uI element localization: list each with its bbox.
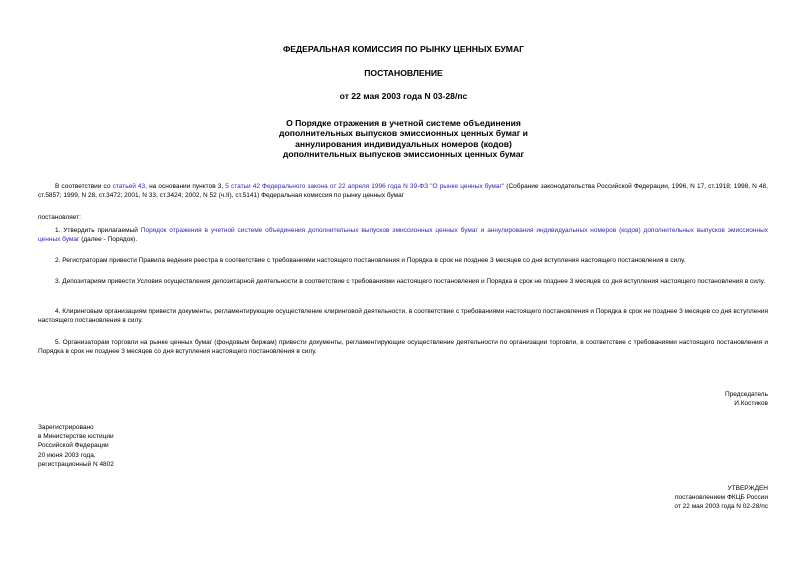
link-article-43[interactable]: статьей 43 bbox=[112, 183, 146, 190]
item-text: 2. Регистраторам привести Правила ведения реестра в соответствие с требованиями настоящего постановления и Порядка в срок не позднее 3 месяцев со дня вступления настоящего постановления в силу. bbox=[55, 257, 686, 264]
registration-note bbox=[38, 423, 114, 469]
registration-line: Зарегистрировано bbox=[38, 424, 94, 431]
preamble-text: В соответствии со bbox=[55, 183, 113, 190]
signature-role: Председатель bbox=[724, 391, 768, 398]
registration-line: 20 июня 2003 года, bbox=[38, 451, 96, 459]
link-federal-law-39fz[interactable]: 5 статьи 42 Федерального закона от 22 апреля 1996 года N 39-ФЗ "О рынке ценных бумаг" bbox=[225, 183, 505, 190]
document-title bbox=[0, 118, 807, 160]
approval-line: от 22 мая 2003 года N 02-28/пс bbox=[674, 503, 768, 511]
item-2-paragraph bbox=[38, 256, 768, 265]
registration-line: Российской Федерации bbox=[38, 442, 109, 450]
document-date-number: от 22 мая 2003 года N 03-28/пс bbox=[339, 91, 468, 101]
item-4-paragraph bbox=[38, 307, 768, 325]
preamble-text: (Собрание законодательства Российской Федерации, 1996, N 17, ст.1918; 1998, N 48, ст.5857; 1999, N 28, ст.3472; 2001, N 33, ст.3424; 2002, N 52 (ч.II), ст.5141) Федеральная комиссия по рынку ценных бумаг bbox=[38, 183, 768, 200]
title-line: аннулирования индивидуальных номеров (кодов) bbox=[295, 138, 512, 149]
item-text: 1. Утвердить прилагаемый bbox=[55, 227, 141, 234]
item-text: 5. Организаторам торговли на рынке ценных бумаг (фондовым биржам) привести документы, регламентирующие осуществление деятельности по организации торговли, в соответствие с требованиями настоящего постановления и Порядка в срок не позднее 3 месяцев со дня вступления настоящего постановления в силу. bbox=[38, 339, 768, 356]
issuing-organization: ФЕДЕРАЛЬНАЯ КОМИССИЯ ПО РЫНКУ ЦЕННЫХ БУМАГ bbox=[282, 44, 525, 54]
item-5-paragraph bbox=[38, 338, 768, 356]
preamble-text: , на основании пунктов 3, bbox=[145, 183, 226, 190]
item-text: (далее - Порядок). bbox=[79, 236, 138, 244]
item-text: 3. Депозитариям привести Условия осуществления депозитарной деятельности в соответствие с требованиями настоящего постановления и Порядка в срок не позднее 3 месяцев со дня вступления настоящего постановления в силу. bbox=[55, 278, 766, 285]
signature-block bbox=[725, 390, 768, 408]
approval-line: постановлением ФКЦБ России bbox=[675, 494, 768, 502]
title-line: дополнительных выпусков эмиссионных ценных бумаг bbox=[282, 149, 525, 160]
approval-block bbox=[674, 484, 768, 512]
resolves-label: постановляет: bbox=[38, 214, 81, 221]
title-line: О Порядке отражения в учетной системе объединения bbox=[286, 118, 521, 128]
registration-line: регистрационный N 4802 bbox=[38, 460, 114, 468]
item-text: 4. Клиринговым организациям привести документы, регламентирующие осуществление клиринговой деятельности, в соответствие с требованиями настоящего постановления и Порядка в срок не позднее 3 месяцев со дня вступления настоящего постановления в силу. bbox=[38, 308, 768, 325]
title-line: дополнительных выпусков эмиссионных ценных бумаг и bbox=[279, 128, 528, 139]
item-1-paragraph bbox=[38, 226, 768, 244]
document-type: ПОСТАНОВЛЕНИЕ bbox=[364, 68, 443, 78]
signature-name: И.Костиков bbox=[734, 400, 768, 408]
link-procedure[interactable]: Порядок отражения в учетной системе объединения дополнительных выпусков эмиссионных ценных бумаг и аннулирования индивидуальных номеров (кодов) дополнительных выпусков эмиссионных ценных бумаг bbox=[38, 227, 768, 244]
preamble-paragraph bbox=[38, 182, 768, 200]
item-3-paragraph bbox=[38, 277, 768, 286]
approval-line: УТВЕРЖДЕН bbox=[727, 485, 768, 492]
registration-line: в Министерстве юстиции bbox=[38, 433, 114, 441]
